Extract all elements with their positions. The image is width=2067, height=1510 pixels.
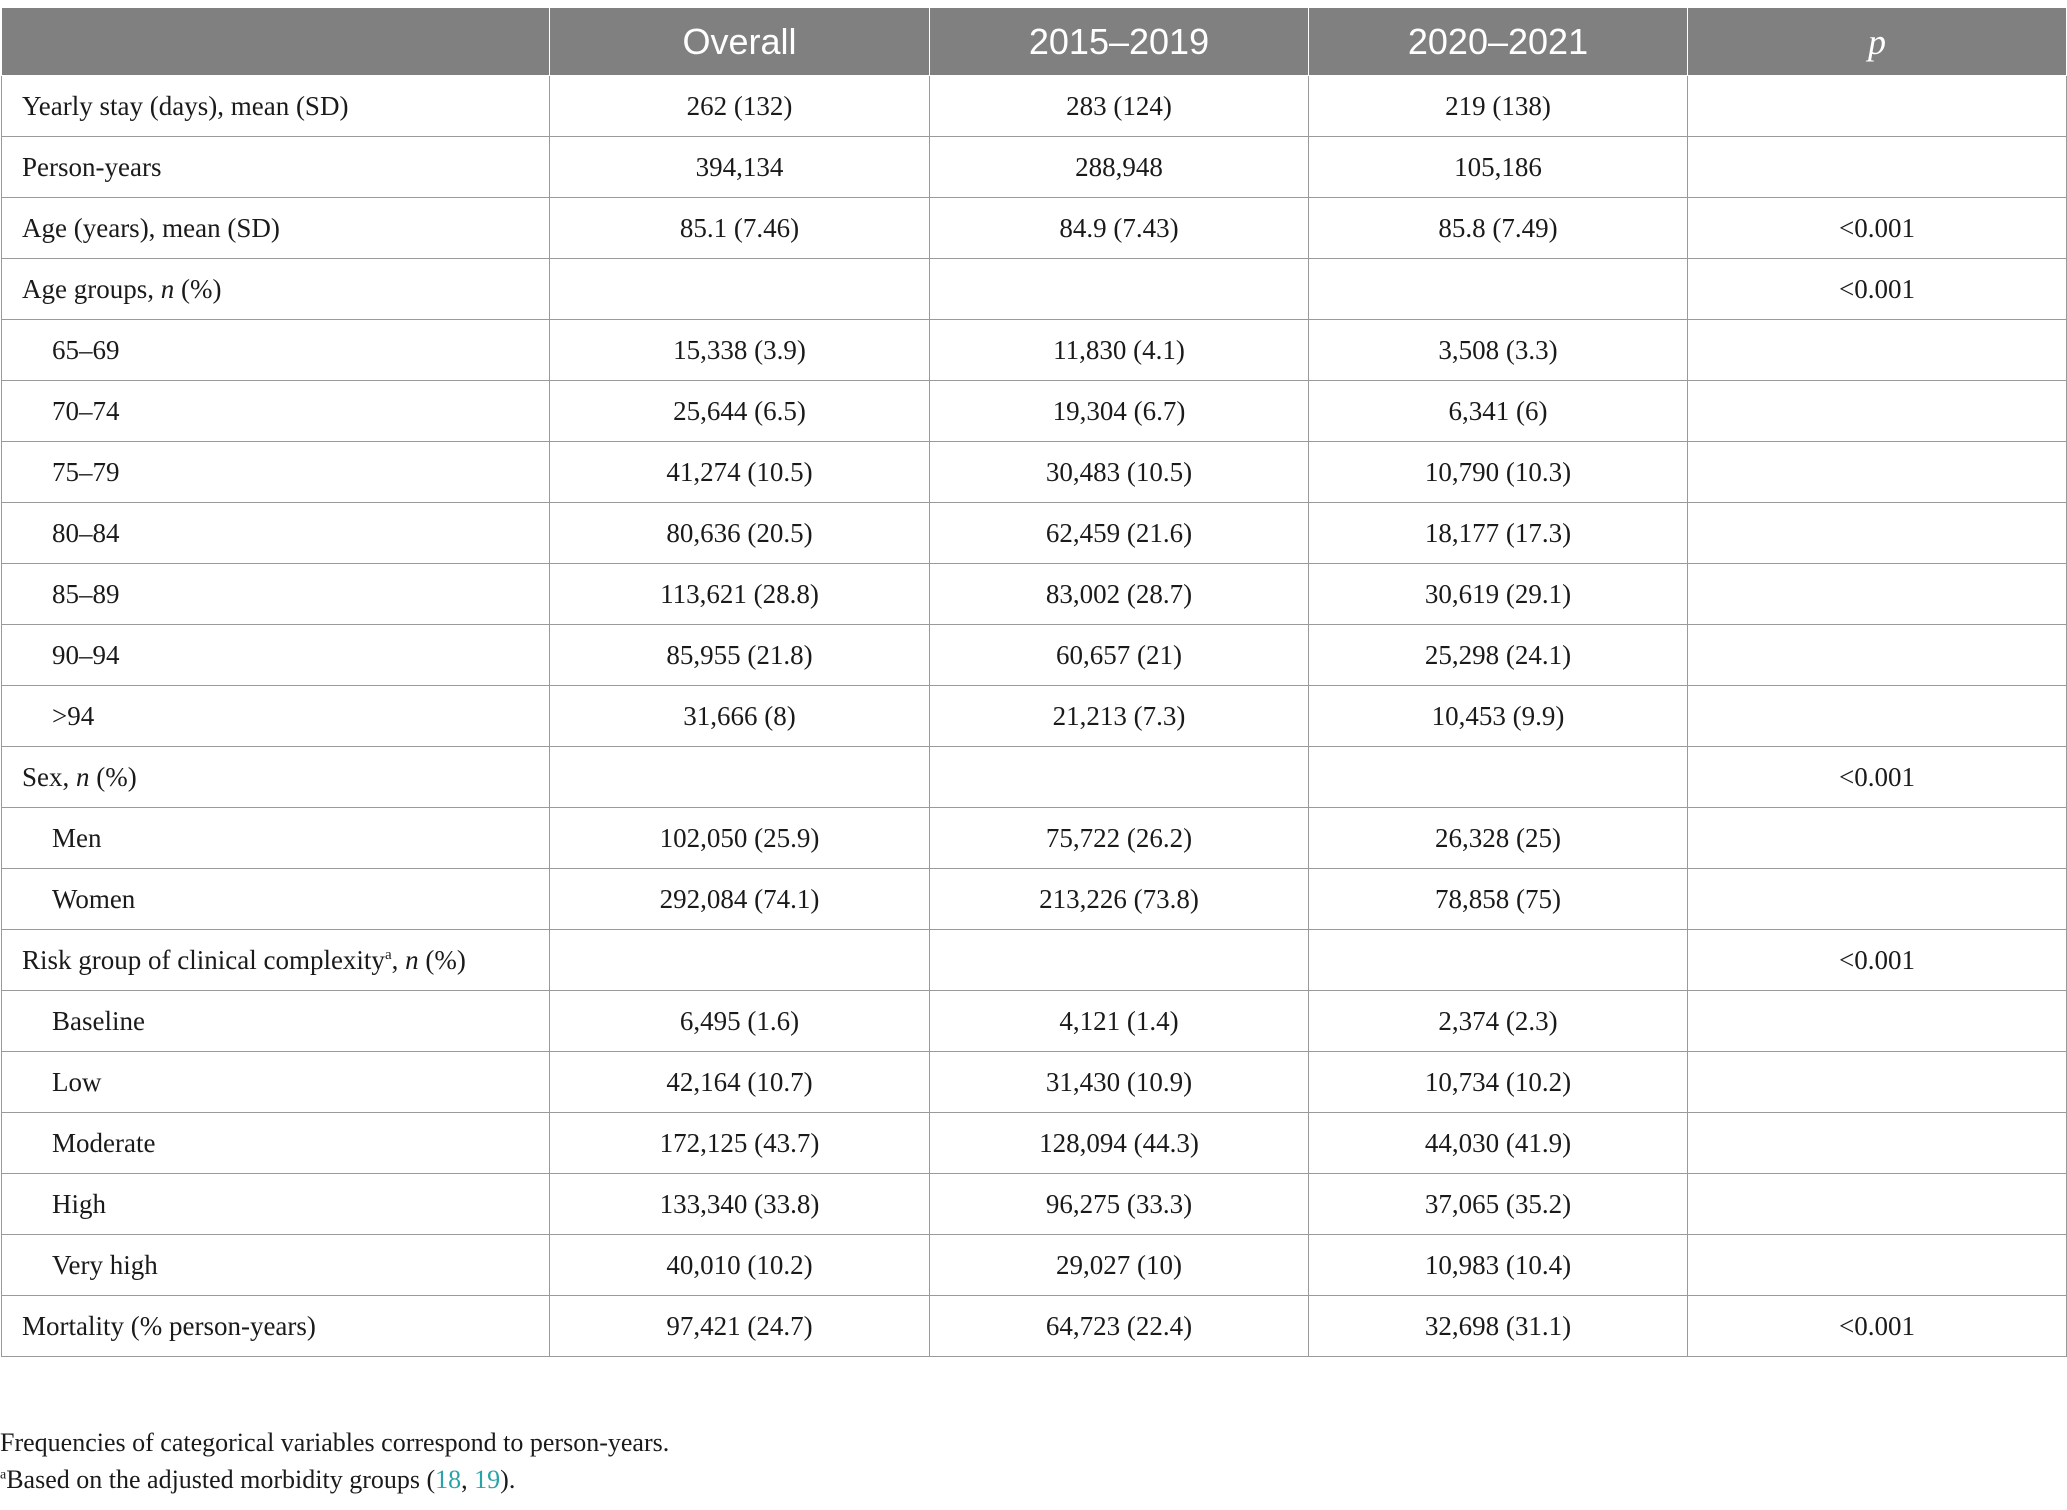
cell-2020-2021: 10,983 (10.4) <box>1309 1235 1688 1296</box>
table-row <box>2 808 2067 869</box>
row-label: Baseline <box>2 991 550 1052</box>
cell-2020-2021: 30,619 (29.1) <box>1309 564 1688 625</box>
header-p-value: p <box>1688 8 2067 76</box>
cell-p-value: <0.001 <box>1688 259 2067 320</box>
cell-2015-2019: 84.9 (7.43) <box>930 198 1309 259</box>
cell-2015-2019 <box>930 747 1309 808</box>
row-label: Men <box>2 808 550 869</box>
cell-2020-2021: 2,374 (2.3) <box>1309 991 1688 1052</box>
table-row <box>2 1235 2067 1296</box>
header-overall: Overall <box>550 8 930 76</box>
table-body <box>2 76 2067 1357</box>
row-label: Sex, n (%) <box>2 747 550 808</box>
table-row <box>2 198 2067 259</box>
cell-2020-2021: 3,508 (3.3) <box>1309 320 1688 381</box>
table-row <box>2 747 2067 808</box>
table-row <box>2 320 2067 381</box>
table-row <box>2 381 2067 442</box>
row-label: >94 <box>2 686 550 747</box>
cell-p-value <box>1688 1235 2067 1296</box>
cell-overall: 85.1 (7.46) <box>550 198 930 259</box>
cell-overall: 102,050 (25.9) <box>550 808 930 869</box>
cell-p-value <box>1688 686 2067 747</box>
footnote-separator: , <box>461 1465 475 1494</box>
cell-overall: 292,084 (74.1) <box>550 869 930 930</box>
cell-2020-2021 <box>1309 747 1688 808</box>
cell-overall: 25,644 (6.5) <box>550 381 930 442</box>
cell-p-value <box>1688 381 2067 442</box>
table-row <box>2 625 2067 686</box>
row-label: 80–84 <box>2 503 550 564</box>
footnote-marker: a <box>0 1467 7 1483</box>
table-row <box>2 503 2067 564</box>
cell-2020-2021: 26,328 (25) <box>1309 808 1688 869</box>
table-row <box>2 564 2067 625</box>
cell-p-value: <0.001 <box>1688 930 2067 991</box>
table-row <box>2 442 2067 503</box>
header-row <box>2 8 2067 76</box>
table-row <box>2 76 2067 137</box>
cell-2020-2021: 105,186 <box>1309 137 1688 198</box>
cell-2020-2021: 219 (138) <box>1309 76 1688 137</box>
row-label: 75–79 <box>2 442 550 503</box>
cell-p-value: <0.001 <box>1688 747 2067 808</box>
cell-2015-2019: 4,121 (1.4) <box>930 991 1309 1052</box>
cell-2015-2019: 283 (124) <box>930 76 1309 137</box>
row-label: 85–89 <box>2 564 550 625</box>
cell-p-value <box>1688 564 2067 625</box>
cell-2015-2019: 60,657 (21) <box>930 625 1309 686</box>
cell-overall: 394,134 <box>550 137 930 198</box>
table-row <box>2 137 2067 198</box>
footnote-end: ). <box>500 1465 516 1494</box>
cell-2020-2021: 10,790 (10.3) <box>1309 442 1688 503</box>
row-label: 70–74 <box>2 381 550 442</box>
cell-overall: 85,955 (21.8) <box>550 625 930 686</box>
footnote-morbidity <box>0 1461 669 1498</box>
cell-2015-2019: 30,483 (10.5) <box>930 442 1309 503</box>
cell-overall: 31,666 (8) <box>550 686 930 747</box>
cell-2020-2021: 25,298 (24.1) <box>1309 625 1688 686</box>
table-row <box>2 991 2067 1052</box>
row-label: Person-years <box>2 137 550 198</box>
cell-overall: 15,338 (3.9) <box>550 320 930 381</box>
header-2020-2021: 2020–2021 <box>1309 8 1688 76</box>
cell-overall: 113,621 (28.8) <box>550 564 930 625</box>
cell-p-value <box>1688 320 2067 381</box>
row-label: 65–69 <box>2 320 550 381</box>
table-row <box>2 1113 2067 1174</box>
cell-p-value <box>1688 808 2067 869</box>
cell-overall <box>550 930 930 991</box>
cell-overall: 42,164 (10.7) <box>550 1052 930 1113</box>
cell-2020-2021 <box>1309 259 1688 320</box>
table-row <box>2 1296 2067 1357</box>
cell-overall: 262 (132) <box>550 76 930 137</box>
table-container <box>0 8 2067 1357</box>
footnote-frequencies: Frequencies of categorical variables correspond to person-years. <box>0 1428 670 1457</box>
cell-2015-2019 <box>930 930 1309 991</box>
cell-p-value <box>1688 1052 2067 1113</box>
cell-p-value <box>1688 1113 2067 1174</box>
cell-2015-2019: 19,304 (6.7) <box>930 381 1309 442</box>
cell-2020-2021: 10,734 (10.2) <box>1309 1052 1688 1113</box>
footnotes <box>0 1424 669 1498</box>
cell-p-value: <0.001 <box>1688 1296 2067 1357</box>
cell-2015-2019: 31,430 (10.9) <box>930 1052 1309 1113</box>
cell-p-value <box>1688 442 2067 503</box>
cell-2015-2019: 75,722 (26.2) <box>930 808 1309 869</box>
header-blank <box>2 8 550 76</box>
cell-2020-2021: 85.8 (7.49) <box>1309 198 1688 259</box>
footnote-text: Based on the adjusted morbidity groups ( <box>6 1465 436 1494</box>
cell-2015-2019: 11,830 (4.1) <box>930 320 1309 381</box>
cell-2020-2021: 78,858 (75) <box>1309 869 1688 930</box>
cell-2015-2019: 128,094 (44.3) <box>930 1113 1309 1174</box>
row-label: Very high <box>2 1235 550 1296</box>
cell-overall: 97,421 (24.7) <box>550 1296 930 1357</box>
row-label: High <box>2 1174 550 1235</box>
cell-overall <box>550 747 930 808</box>
cell-p-value <box>1688 137 2067 198</box>
cell-2015-2019: 21,213 (7.3) <box>930 686 1309 747</box>
cell-2015-2019: 62,459 (21.6) <box>930 503 1309 564</box>
table-row <box>2 1052 2067 1113</box>
row-label: Risk group of clinical complexity$^a$, n (%) <box>2 930 550 991</box>
cell-p-value <box>1688 869 2067 930</box>
cell-p-value <box>1688 76 2067 137</box>
cell-overall <box>550 259 930 320</box>
cell-2015-2019: 288,948 <box>930 137 1309 198</box>
cell-2015-2019: 96,275 (33.3) <box>930 1174 1309 1235</box>
cell-overall: 133,340 (33.8) <box>550 1174 930 1235</box>
cell-p-value <box>1688 991 2067 1052</box>
row-label: Mortality (% person-years) <box>2 1296 550 1357</box>
cell-overall: 172,125 (43.7) <box>550 1113 930 1174</box>
header-2015-2019: 2015–2019 <box>930 8 1309 76</box>
reference-link-18[interactable]: 18 <box>435 1465 462 1494</box>
cell-2020-2021 <box>1309 930 1688 991</box>
cell-2020-2021: 10,453 (9.9) <box>1309 686 1688 747</box>
row-label: Yearly stay (days), mean (SD) <box>2 76 550 137</box>
row-label: 90–94 <box>2 625 550 686</box>
cell-overall: 6,495 (1.6) <box>550 991 930 1052</box>
row-label: Women <box>2 869 550 930</box>
cell-2020-2021: 32,698 (31.1) <box>1309 1296 1688 1357</box>
cell-overall: 40,010 (10.2) <box>550 1235 930 1296</box>
cell-2020-2021: 18,177 (17.3) <box>1309 503 1688 564</box>
cell-p-value <box>1688 503 2067 564</box>
reference-link-19[interactable]: 19 <box>474 1465 501 1494</box>
cell-2015-2019: 83,002 (28.7) <box>930 564 1309 625</box>
cell-2015-2019: 29,027 (10) <box>930 1235 1309 1296</box>
table-row <box>2 869 2067 930</box>
table-row <box>2 259 2067 320</box>
data-table <box>1 8 2067 1357</box>
cell-overall: 41,274 (10.5) <box>550 442 930 503</box>
cell-2015-2019: 64,723 (22.4) <box>930 1296 1309 1357</box>
row-label: Age groups, n (%) <box>2 259 550 320</box>
cell-p-value <box>1688 1174 2067 1235</box>
table-row <box>2 1174 2067 1235</box>
cell-p-value: <0.001 <box>1688 198 2067 259</box>
cell-2015-2019 <box>930 259 1309 320</box>
row-label: Moderate <box>2 1113 550 1174</box>
cell-overall: 80,636 (20.5) <box>550 503 930 564</box>
cell-p-value <box>1688 625 2067 686</box>
cell-2015-2019: 213,226 (73.8) <box>930 869 1309 930</box>
row-label: Age (years), mean (SD) <box>2 198 550 259</box>
cell-2020-2021: 37,065 (35.2) <box>1309 1174 1688 1235</box>
row-label: Low <box>2 1052 550 1113</box>
table-row <box>2 930 2067 991</box>
cell-2020-2021: 44,030 (41.9) <box>1309 1113 1688 1174</box>
cell-2020-2021: 6,341 (6) <box>1309 381 1688 442</box>
table-row <box>2 686 2067 747</box>
